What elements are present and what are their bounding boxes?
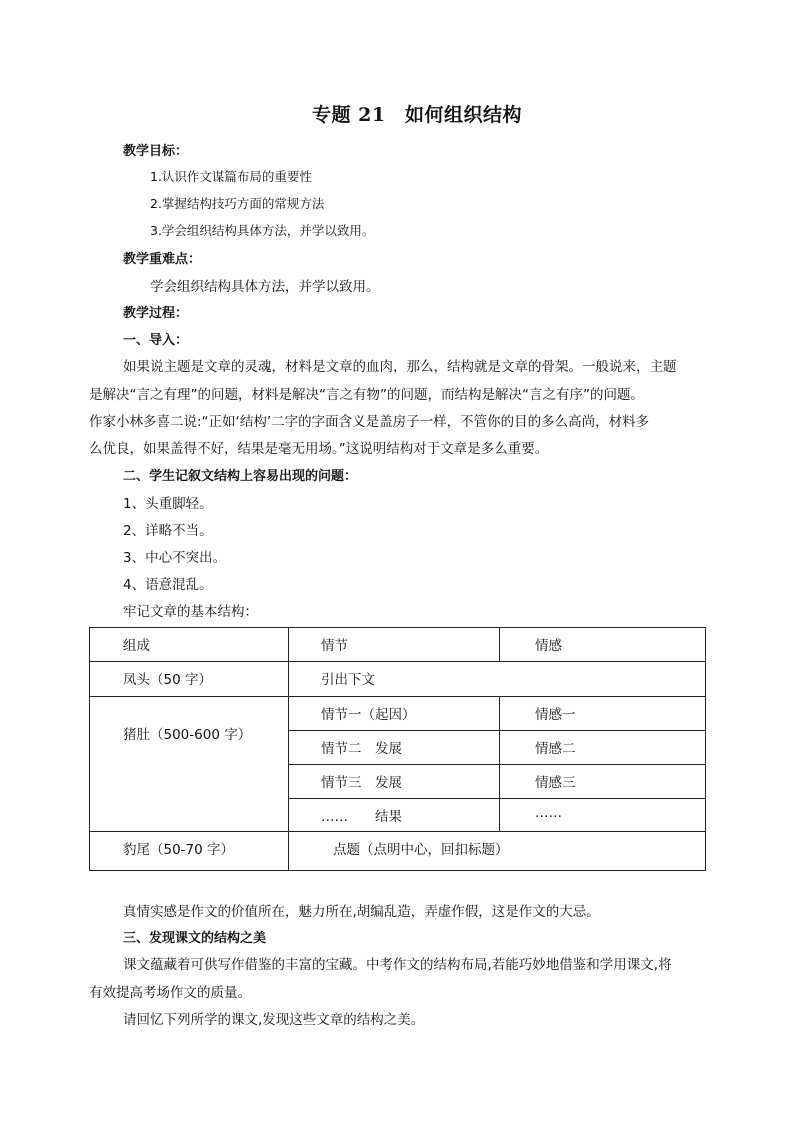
paragraph-line: 课文蕴藏着可供写作借鉴的丰富的宝藏。中考作文的结构布局,若能巧妙地借鉴和学用课文,将 bbox=[123, 957, 672, 973]
table-cell: 引出下文 bbox=[289, 662, 706, 697]
process-heading: 教学过程： bbox=[123, 306, 189, 321]
difficulty-heading: 教学重难点： bbox=[123, 252, 202, 267]
table-cell: 情感一 bbox=[500, 697, 706, 731]
problem-item: 3、中心不突出。 bbox=[123, 550, 227, 566]
paragraph-line: 是解决“言之有理”的问题，材料是解决“言之有物”的问题，而结构是解决“言之有序”的问题。 bbox=[89, 387, 644, 403]
table-cell: 情节二 发展 bbox=[289, 731, 500, 765]
structure-table bbox=[89, 627, 706, 871]
table-cell: 情感二 bbox=[500, 731, 706, 765]
goal-item: 3.学会组织结构具体方法，并学以致用。 bbox=[150, 223, 375, 238]
paragraph-line: 有效提高考场作文的质量。 bbox=[89, 985, 251, 1001]
table-cell: …… bbox=[500, 799, 706, 832]
section-heading: 一、导入： bbox=[123, 333, 189, 348]
problem-item: 2、详略不当。 bbox=[123, 523, 213, 539]
table-row bbox=[90, 662, 706, 697]
header-cell: 组成 bbox=[90, 628, 289, 662]
table-cell: 凤头（50 字） bbox=[90, 662, 289, 697]
goal-item: 2.掌握结构技巧方面的常规方法 bbox=[150, 196, 325, 211]
table-cell: 点题（点明中心，回扣标题） bbox=[289, 832, 706, 871]
table-cell: 情节三 发展 bbox=[289, 765, 500, 799]
table-cell: 情节一（起因） bbox=[289, 697, 500, 731]
after-table-text: 真情实感是作文的价值所在，魅力所在,胡编乱造，弄虚作假，这是作文的大忌。 bbox=[123, 904, 600, 920]
table-cell: …… 结果 bbox=[289, 799, 500, 832]
section-heading: 三、发现课文的结构之美 bbox=[123, 931, 267, 946]
table-header-row bbox=[90, 628, 706, 662]
table-row bbox=[90, 832, 706, 871]
goal-item: 1.认识作文谋篇布局的重要性 bbox=[150, 169, 312, 184]
table-cell: 豹尾（50-70 字） bbox=[90, 832, 289, 871]
table-row bbox=[90, 697, 706, 731]
paragraph-line: 作家小林多喜二说:“正如‘结构’二字的字面含义是盖房子一样，不管你的目的多么高尚，材料多 bbox=[89, 414, 650, 430]
header-cell: 情节 bbox=[289, 628, 500, 662]
section-heading: 二、学生记叙文结构上容易出现的问题： bbox=[123, 469, 358, 484]
goals-heading: 教学目标： bbox=[123, 144, 189, 159]
problem-item: 4、语意混乱。 bbox=[123, 577, 213, 593]
document-title: 专题 21 如何组织结构 bbox=[312, 104, 523, 126]
paragraph-line: 如果说主题是文章的灵魂，材料是文章的血肉，那么，结构就是文章的骨架。一般说来，主题 bbox=[123, 359, 677, 375]
paragraph-line: 么优良，如果盖得不好，结果是毫无用场。”这说明结构对于文章是多么重要。 bbox=[89, 441, 549, 457]
paragraph-line: 请回忆下列所学的课文,发现这些文章的结构之美。 bbox=[123, 1012, 425, 1028]
header-cell: 情感 bbox=[500, 628, 706, 662]
problem-item: 1、头重脚轻。 bbox=[123, 496, 213, 512]
structure-intro: 牢记文章的基本结构： bbox=[123, 604, 258, 620]
table-cell: 情感三 bbox=[500, 765, 706, 799]
table-cell: 猪肚（500-600 字） bbox=[90, 697, 289, 832]
difficulty-text: 学会组织结构具体方法，并学以致用。 bbox=[150, 279, 380, 295]
